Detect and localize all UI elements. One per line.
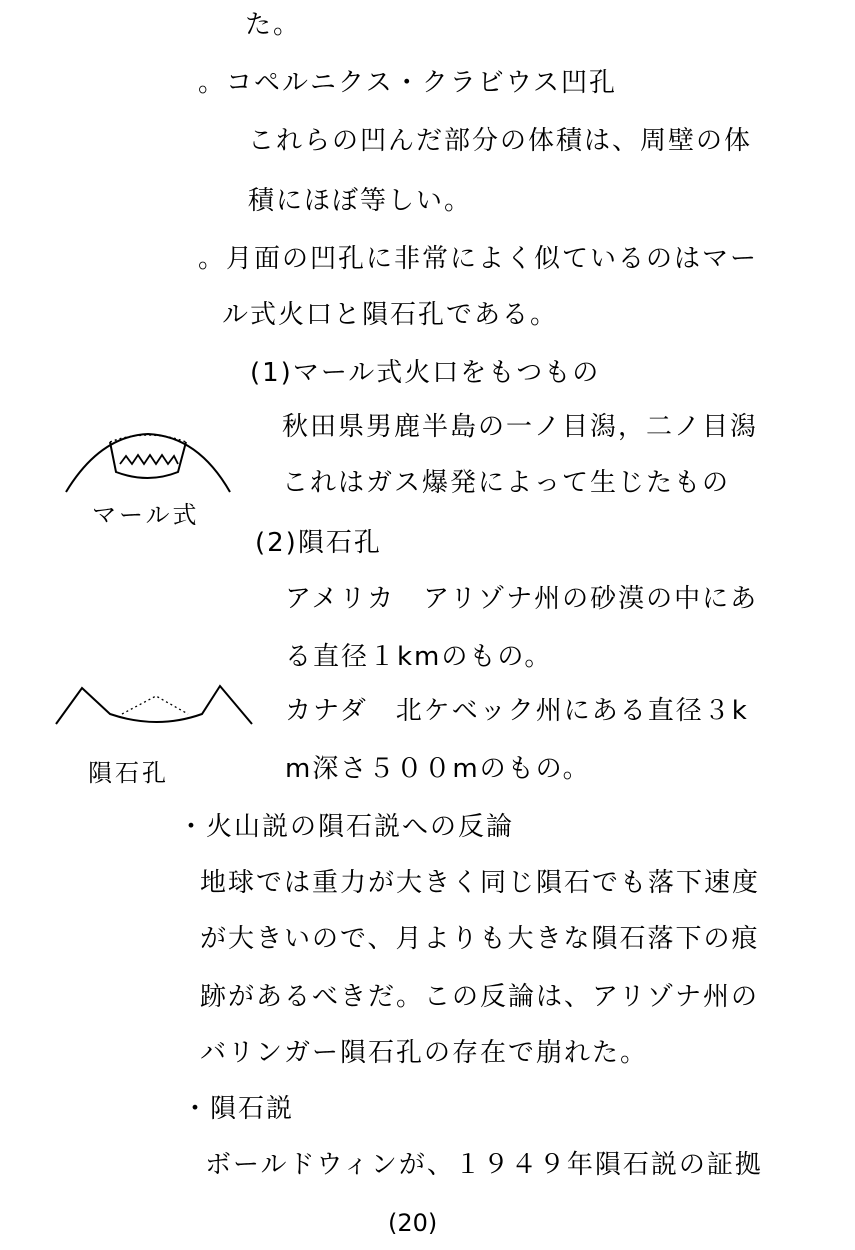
text-line: バリンガー隕石孔の存在で崩れた。 <box>200 1038 649 1068</box>
text-line: カナダ 北ケベック州にある直径３k <box>285 696 749 726</box>
text-line: が大きいので、月よりも大きな隕石落下の痕 <box>200 924 760 954</box>
meteor-crater-label: 隕石孔 <box>88 759 169 787</box>
text-line: ボールドウィンが、１９４９年隕石説の証拠 <box>205 1150 763 1180</box>
text-line: ル式火口と隕石孔である。 <box>222 300 559 330</box>
text-line: た。 <box>245 10 302 40</box>
text-line: これはガス爆発によって生じたもの <box>282 468 731 498</box>
text-line: m深さ５００mのもの。 <box>285 754 591 784</box>
text-line: (2)隕石孔 <box>255 528 382 558</box>
text-line: ・火山説の隕石説への反論 <box>178 812 515 842</box>
text-line: ・隕石説 <box>182 1094 295 1124</box>
text-line: (1)マール式火口をもつもの <box>250 358 601 388</box>
maar-crater-sketch <box>60 428 235 498</box>
text-line: 跡があるべきだ。この反論は、アリゾナ州の <box>200 982 759 1012</box>
page-number: (20) <box>388 1209 438 1237</box>
text-line: 秋田県男鹿半島の一ノ目潟，二ノ目潟 <box>282 412 759 442</box>
meteor-crater-sketch <box>52 680 262 730</box>
text-line: 地球では重力が大きく同じ隕石でも落下速度 <box>200 868 761 898</box>
text-line: これらの凹んだ部分の体積は、周壁の体 <box>248 126 753 156</box>
maar-label: マール式 <box>92 501 200 529</box>
text-line: アメリカ アリゾナ州の砂漠の中にあ <box>285 584 759 614</box>
text-line: 。コペルニクス・クラビウス凹孔 <box>198 68 617 98</box>
text-line: る直径１kmのもの。 <box>285 642 553 672</box>
text-line: 積にほぼ等しい。 <box>248 186 473 216</box>
text-line: 。月面の凹孔に非常によく似ているのはマー <box>198 244 759 274</box>
